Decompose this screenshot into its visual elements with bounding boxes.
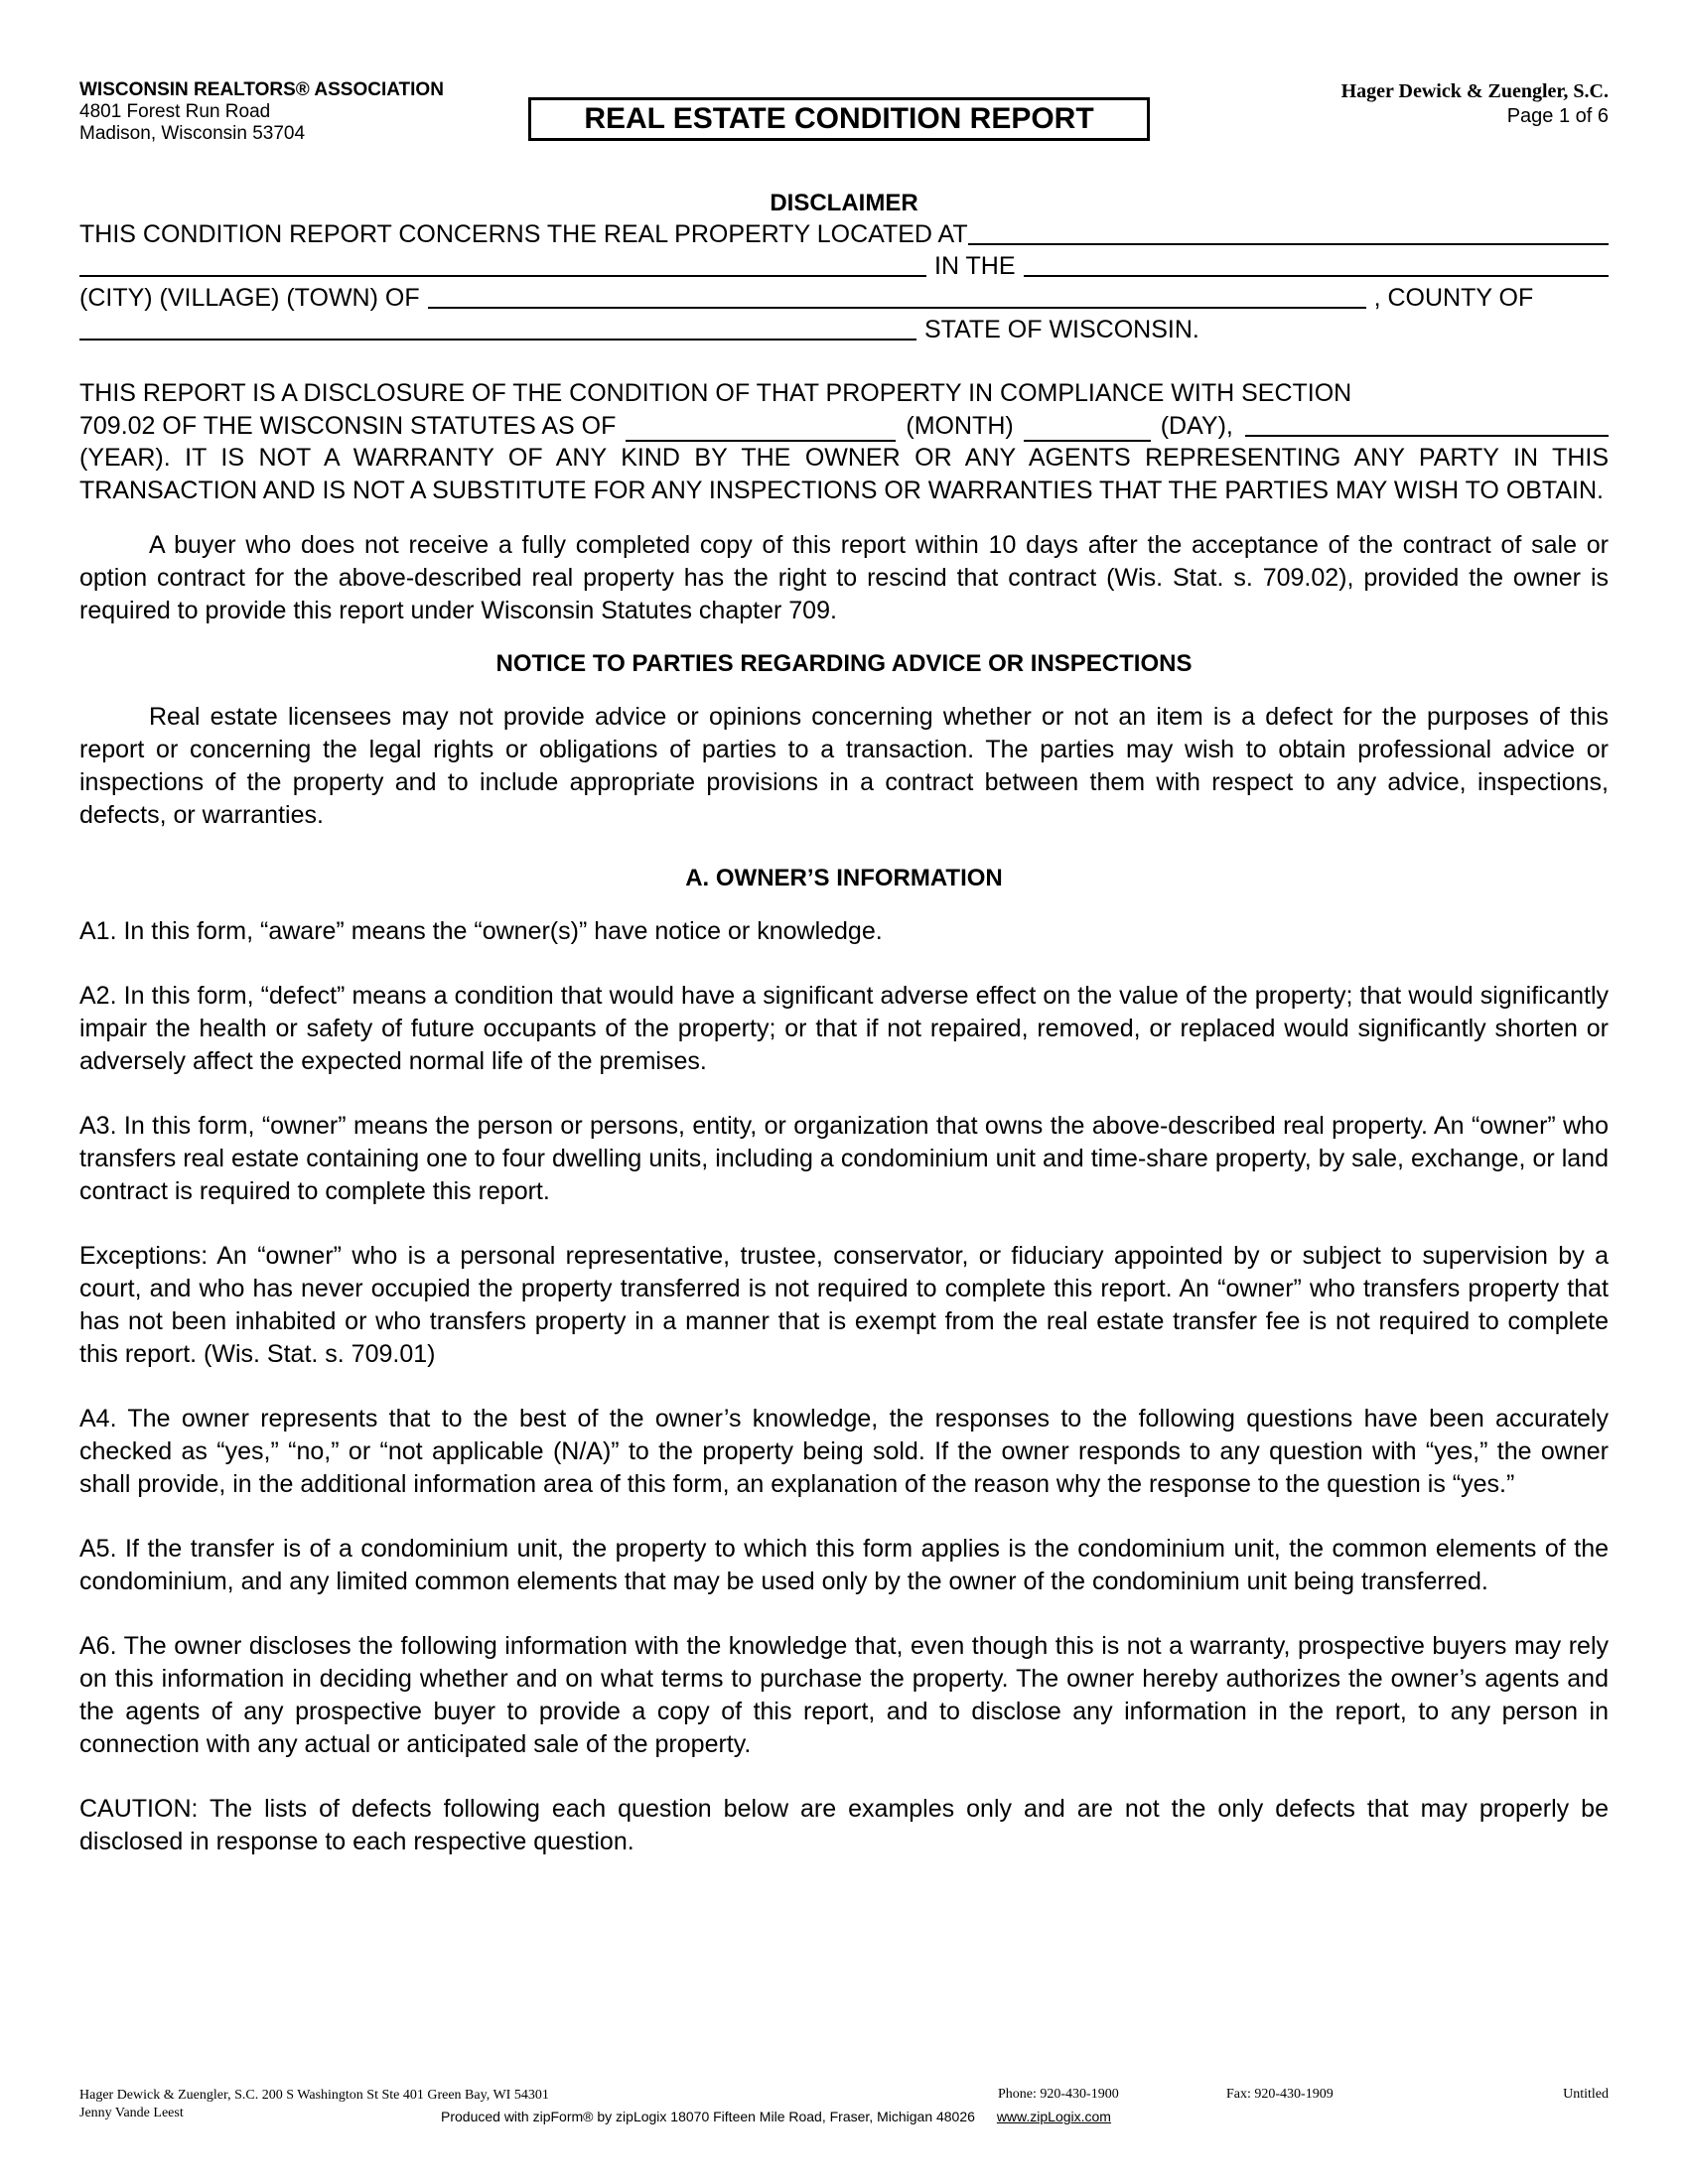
association-name: WISCONSIN REALTORS® ASSOCIATION [79, 79, 444, 100]
city-line [79, 282, 1609, 314]
buyer-rescind-paragraph: A buyer who does not receive a fully completed copy of this report within 10 days after the acceptance of the contract of sale or option contract for the above-described real property has the right to rescind that contract (Wis. Stat. s. 709.02), provided the owner is required to provide this report under Wisconsin Statutes chapter 709. [79, 531, 1609, 624]
property-location-line [79, 218, 1609, 250]
section-a6: A6. The owner discloses the following information with the knowledge that, even though this is not a warranty, prospective buyers may rely on this information in deciding whether and on what terms to purchase the property. The owner hereby authorizes the owner’s agents and the agents of any prospective buyer to provide a copy of this report, and to disclose any information in the report, to any person in connection with any actual or anticipated sale of the property. [79, 1632, 1609, 1758]
section-a3: A3. In this form, “owner” means the person or persons, entity, or organization that owns the above-described real property. An “owner” who transfers real estate containing one to four dwelling units, including a condominium unit and time-share property, by sale, exchange, or land contract is required to complete this report. [79, 1112, 1609, 1205]
county-name-field[interactable] [79, 315, 916, 341]
property-location-label: THIS CONDITION REPORT CONCERNS THE REAL PROPERTY LOCATED AT [79, 220, 968, 248]
in-the-label: IN THE [934, 252, 1016, 280]
footer-firm-address: Hager Dewick & Zuengler, S.C. 200 S Washington St Ste 401 Green Bay, WI 54301 [79, 2088, 549, 2103]
association-street: 4801 Forest Run Road [79, 101, 271, 122]
property-address-field-2[interactable] [79, 251, 926, 277]
exceptions-paragraph: Exceptions: An “owner” who is a personal representative, trustee, conservator, or fiduciary appointed by or subject to supervision by a court, and who has never occupied the property transferred is not required to complete this report. An “owner” who transfers property that has not been inhabited or who transfers property in a manner that is exempt from the real estate transfer fee is not required to complete this report. (Wis. Stat. s. 709.01) [79, 1242, 1609, 1368]
firm-block [1341, 79, 1609, 129]
footer [79, 2087, 1609, 2146]
footer-phone: Phone: 920-430-1900 [998, 2087, 1119, 2102]
form-title: REAL ESTATE CONDITION REPORT [528, 97, 1150, 141]
document-page [79, 79, 1609, 1858]
day-field[interactable] [1024, 416, 1151, 442]
header [79, 79, 1609, 189]
month-field[interactable] [626, 416, 896, 442]
notice-heading: NOTICE TO PARTIES REGARDING ADVICE OR INSPECTIONS [495, 650, 1193, 677]
footer-agent: Jenny Vande Leest [79, 2106, 184, 2120]
section-a1: A1. In this form, “aware” means the “owner(s)” have notice or knowledge. [79, 917, 883, 945]
ziplogix-link[interactable]: www.zipLogix.com [996, 2109, 1111, 2124]
city-name-field[interactable] [428, 283, 1366, 309]
year-field[interactable] [1245, 411, 1609, 437]
state-line [79, 314, 1609, 345]
report-disclosure-line1: THIS REPORT IS A DISCLOSURE OF THE CONDITION OF THAT PROPERTY IN COMPLIANCE WITH SECTION [79, 379, 1352, 407]
association-block [79, 79, 444, 145]
section-a2: A2. In this form, “defect” means a condition that would have a significant adverse effect on the value of the property; that would significantly impair the health or safety of future occupants of the property; or that if not repaired, removed, or replaced would significantly shorten or adversely affect the expected normal life of the premises. [79, 982, 1609, 1075]
footer-produced-text: Produced with zipForm® by zipLogix 18070 Fifteen Mile Road, Fraser, Michigan 48026 [441, 2109, 975, 2124]
disclaimer-heading: DISCLAIMER [770, 190, 918, 216]
footer-produced [441, 2109, 1111, 2124]
county-of-label: , COUNTY OF [1373, 284, 1534, 312]
footer-doc-name: Untitled [1563, 2087, 1609, 2102]
owner-info-heading: A. OWNER’S INFORMATION [685, 865, 1003, 891]
state-label: STATE OF WISCONSIN. [924, 316, 1199, 343]
report-date-line [79, 410, 1609, 442]
footer-fax: Fax: 920-430-1909 [1226, 2087, 1334, 2102]
report-disclosure-rest: (YEAR). IT IS NOT A WARRANTY OF ANY KIND BY THE OWNER OR ANY AGENTS REPRESENTING ANY PARTY IN THIS TRANSACTION AND IS NOT A SUBSTITUTE FOR ANY INSPECTIONS OR WARRANTIES THAT THE PARTIES MAY WISH TO OBTAIN. [79, 444, 1609, 504]
municipality-type-field[interactable] [1024, 251, 1610, 277]
in-the-line [79, 250, 1609, 282]
day-label: (DAY), [1160, 412, 1233, 440]
caution-paragraph: CAUTION: The lists of defects following each question below are examples only and are not the only defects that may properly be disclosed in response to each respective question. [79, 1795, 1609, 1855]
association-city: Madison, Wisconsin 53704 [79, 123, 306, 144]
firm-name: Hager Dewick & Zuengler, S.C. [1340, 80, 1609, 102]
property-address-field[interactable] [968, 219, 1609, 245]
section-a5: A5. If the transfer is of a condominium unit, the property to which this form applies is the condominium unit, the common elements of the condominium, and any limited common elements that may be used only by the owner of the condominium unit being transferred. [79, 1535, 1609, 1595]
notice-paragraph: Real estate licensees may not provide advice or opinions concerning whether or not an item is a defect for the purposes of this report or concerning the legal rights or obligations of parties to a transaction. The parties may wish to obtain professional advice or inspections of the property and to include appropriate provisions in a contract between them with respect to any advice, inspections, defects, or warranties. [79, 703, 1609, 829]
statute-label: 709.02 OF THE WISCONSIN STATUTES AS OF [79, 412, 617, 440]
section-a4: A4. The owner represents that to the best of the owner’s knowledge, the responses to the following questions have been accurately checked as “yes,” “no,” or “not applicable (N/A)” to the property being sold. If the owner responds to any question with “yes,” the owner shall provide, in the additional information area of this form, an explanation of the reason why the response to the question is “yes.” [79, 1405, 1609, 1498]
city-label: (CITY) (VILLAGE) (TOWN) OF [79, 284, 420, 312]
page-number: Page 1 of 6 [1506, 105, 1609, 127]
month-label: (MONTH) [906, 412, 1014, 440]
